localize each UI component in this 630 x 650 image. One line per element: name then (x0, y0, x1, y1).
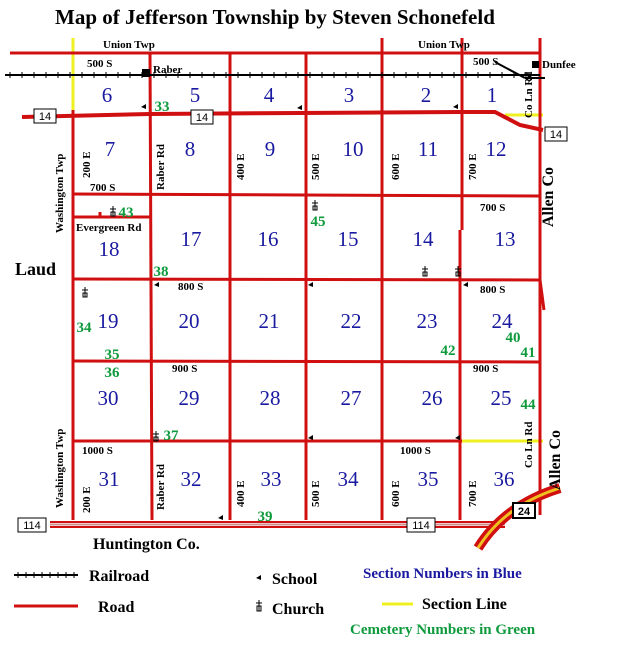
road-sr114 (50, 522, 505, 527)
cemetery-number: 34 (76, 320, 92, 336)
section-number: 1 (486, 83, 498, 107)
section-number: 4 (263, 83, 275, 107)
school-icon (308, 435, 313, 440)
section-number: 16 (257, 227, 279, 251)
cemetery-number: 37 (163, 428, 179, 444)
legend-railroad-label: Railroad (89, 568, 150, 585)
label-co-ln-rd-n: Co Ln Rd (523, 71, 535, 118)
shield-14-c (191, 110, 213, 124)
legend (14, 566, 536, 638)
section-number: 29 (178, 386, 200, 410)
section-number: 35 (417, 467, 439, 491)
cemetery-number: 43 (118, 205, 134, 221)
label-600e-n: 600 E (390, 153, 402, 180)
section-number: 32 (180, 467, 202, 491)
section-number: 24 (491, 309, 513, 333)
school-icon (218, 515, 223, 520)
section-number: 19 (97, 309, 119, 333)
section-number: 25 (490, 386, 512, 410)
label-co-ln-rd-s: Co Ln Rd (523, 421, 535, 468)
label-union-twp-w: Union Twp (103, 39, 155, 51)
label-huntington-co: Huntington Co. (93, 536, 200, 553)
svg-text:114: 114 (23, 520, 41, 532)
road-sr14 (22, 112, 543, 130)
shield-114-w (18, 518, 46, 532)
legend-school-icon (256, 575, 261, 580)
svg-text:114: 114 (412, 520, 430, 532)
shield-114-e (407, 518, 435, 532)
school-icon (154, 282, 159, 287)
road-raber-rd (150, 53, 152, 520)
legend-section-line-label: Section Line (422, 596, 507, 613)
cemetery-number: 39 (257, 509, 273, 525)
section-number: 10 (342, 137, 364, 161)
legend-cemetery-numbers: Cemetery Numbers in Green (350, 622, 536, 638)
section-number: 8 (184, 137, 196, 161)
section-number: 21 (258, 309, 280, 333)
section-number: 31 (98, 467, 120, 491)
shield-14-w (34, 109, 56, 123)
section-number: 3 (343, 83, 355, 107)
section-number: 11 (417, 137, 439, 161)
label-raber-rd-n: Raber Rd (155, 144, 167, 190)
cemetery-number: 41 (520, 345, 536, 361)
section-number: 28 (259, 386, 281, 410)
cemetery-number: 42 (440, 343, 456, 359)
label-evergreen-rd: Evergreen Rd (76, 222, 142, 234)
cemetery-number: 40 (505, 330, 521, 346)
svg-text:24: 24 (517, 506, 531, 518)
label-200e-s: 200 E (81, 486, 93, 513)
label-700e-s: 700 E (467, 480, 479, 507)
church-icon (312, 200, 318, 210)
label-800s-w: 800 S (178, 281, 204, 293)
label-900s-w: 900 S (172, 363, 198, 375)
cemetery-number: 33 (154, 99, 170, 115)
shield-14-e (545, 127, 567, 141)
section-number: 22 (340, 309, 362, 333)
label-800s-e: 800 S (480, 284, 506, 296)
label-washington-twp-s: Washington Twp (54, 428, 66, 508)
label-washington-twp-n: Washington Twp (54, 153, 66, 233)
section-number: 17 (180, 227, 202, 251)
label-laud: Laud (15, 259, 57, 279)
raber-marker (142, 69, 150, 77)
section-number: 12 (485, 137, 507, 161)
label-raber: Raber (153, 64, 183, 76)
cemetery-number: 44 (520, 397, 536, 413)
section-number: 13 (494, 227, 516, 251)
legend-school-label: School (272, 571, 318, 588)
label-allen-co-s: Allen Co (547, 430, 564, 490)
legend-church-icon (256, 600, 262, 611)
cemetery-number: 35 (104, 347, 120, 363)
label-500e-s: 500 E (310, 480, 322, 507)
map-title: Map of Jefferson Township by Steven Schonefeld (55, 5, 495, 29)
church-icon (82, 287, 88, 297)
shield-24 (513, 503, 535, 518)
svg-text:14: 14 (38, 111, 52, 123)
section-number: 33 (260, 467, 282, 491)
section-number: 20 (178, 309, 200, 333)
section-number: 23 (416, 309, 438, 333)
school-icon (141, 104, 146, 109)
church-icon (422, 266, 428, 276)
label-500s-e: 500 S (473, 56, 499, 68)
label-union-twp-e: Union Twp (418, 39, 470, 51)
section-number: 26 (421, 386, 443, 410)
legend-church-label: Church (272, 601, 325, 618)
section-number: 30 (97, 386, 119, 410)
label-500s-w: 500 S (87, 58, 113, 70)
section-number: 2 (420, 83, 432, 107)
label-700s-w: 700 S (90, 182, 116, 194)
railroad (5, 62, 545, 78)
section-number: 6 (101, 83, 113, 107)
school-icon (297, 105, 302, 110)
section-number: 15 (337, 227, 359, 251)
label-1000s-w: 1000 S (82, 445, 113, 457)
label-500e-n: 500 E (310, 153, 322, 180)
school-icon (308, 282, 313, 287)
section-number: 27 (340, 386, 362, 410)
legend-road-label: Road (98, 599, 135, 616)
label-400e-s: 400 E (235, 480, 247, 507)
label-700e-n: 700 E (467, 153, 479, 180)
label-raber-rd-s: Raber Rd (155, 464, 167, 510)
church-icon (110, 206, 116, 216)
label-600e-s: 600 E (390, 480, 402, 507)
label-1000s-e: 1000 S (400, 445, 431, 457)
label-allen-co-n: Allen Co (540, 167, 557, 227)
section-number: 9 (264, 137, 276, 161)
cemetery-number: 36 (104, 365, 120, 381)
church-icon (153, 431, 159, 441)
section-number: 5 (189, 83, 201, 107)
svg-text:14: 14 (195, 112, 209, 124)
legend-section-numbers: Section Numbers in Blue (363, 566, 522, 582)
section-number: 14 (412, 227, 434, 251)
school-icon (455, 435, 460, 440)
section-number: 36 (493, 467, 515, 491)
label-400e-n: 400 E (235, 153, 247, 180)
school-icon (463, 282, 468, 287)
cemetery-number: 38 (153, 264, 169, 280)
section-number: 34 (337, 467, 359, 491)
school-icon (453, 104, 458, 109)
label-200e-n: 200 E (81, 151, 93, 178)
section-number: 7 (104, 137, 116, 161)
cemetery-number: 45 (310, 214, 326, 230)
section-lines (73, 38, 543, 441)
label-700s-e: 700 S (480, 202, 506, 214)
section-number: 18 (98, 237, 120, 261)
svg-text:14: 14 (549, 129, 563, 141)
label-dunfee: Dunfee (542, 59, 576, 71)
dunfee-marker (532, 61, 539, 68)
label-900s-e: 900 S (473, 363, 499, 375)
